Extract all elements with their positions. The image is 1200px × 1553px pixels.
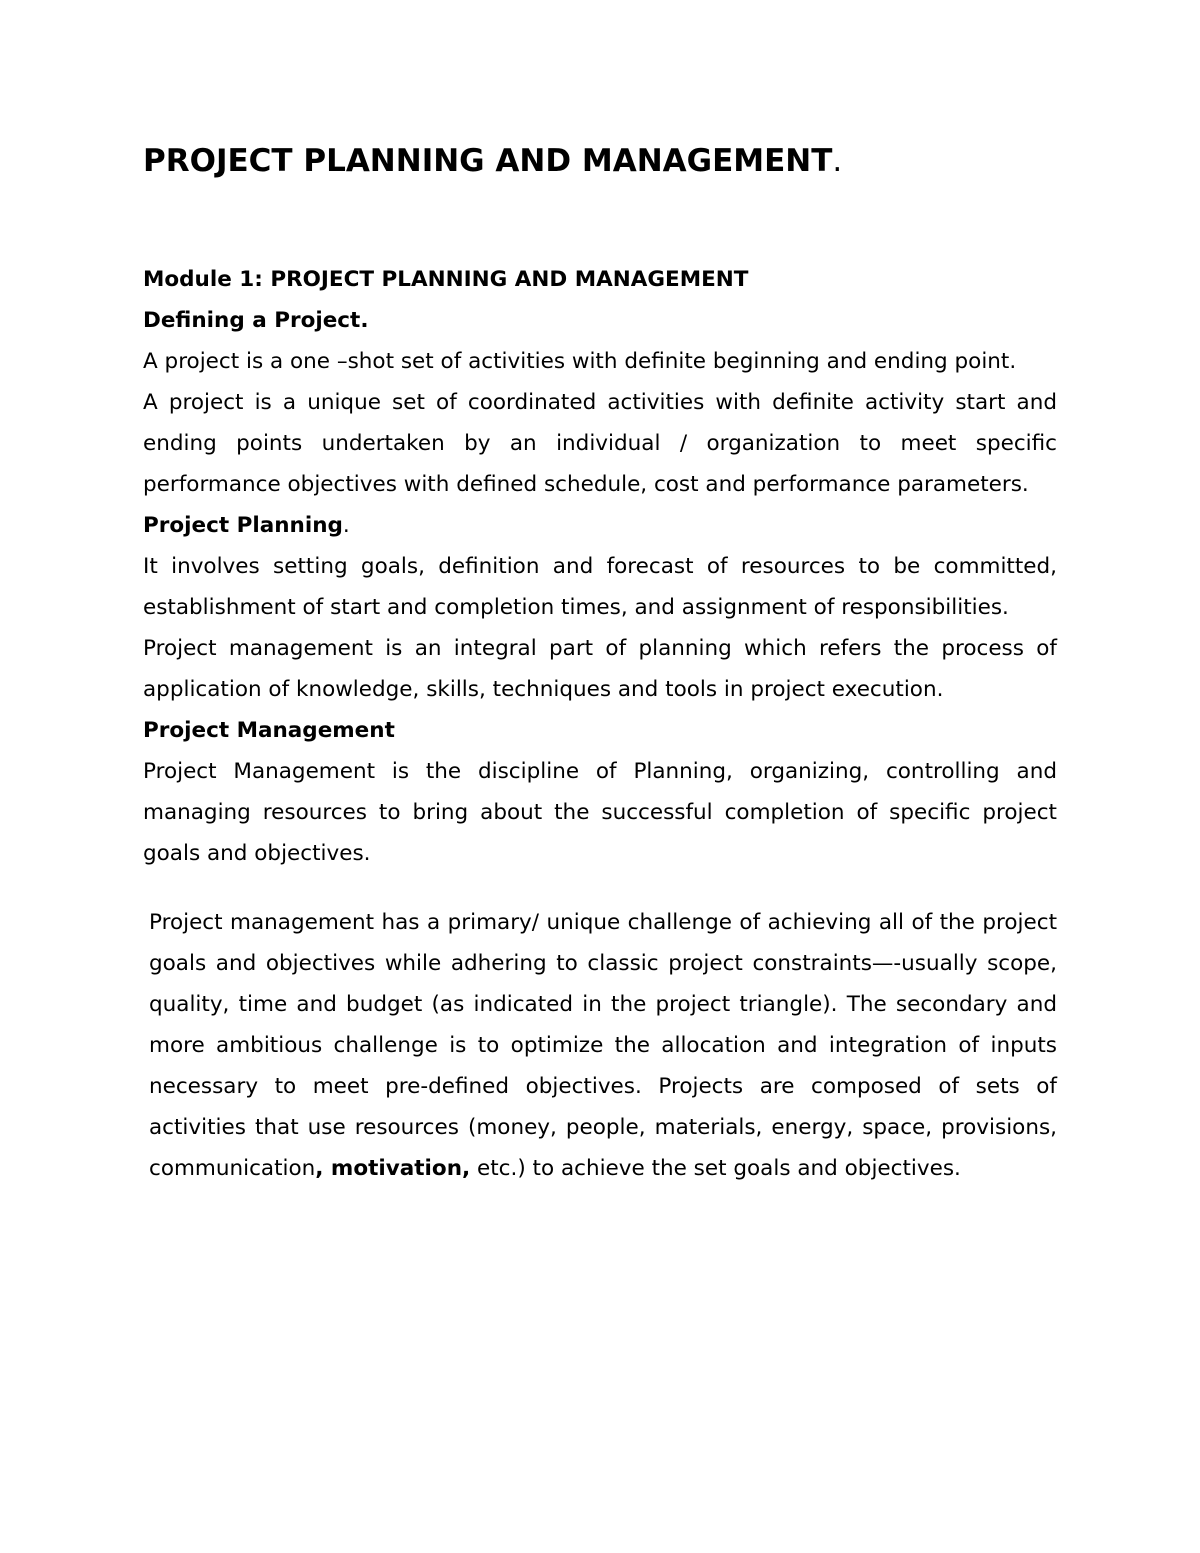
document-title-text: PROJECT PLANNING AND MANAGEMENT bbox=[143, 143, 833, 179]
paragraph-spacer bbox=[143, 874, 1057, 902]
project-planning-heading-text: Project Planning bbox=[143, 513, 343, 538]
document-title bbox=[143, 141, 842, 181]
motivation-emphasis: , motivation, bbox=[315, 1156, 471, 1181]
project-planning-heading-period: . bbox=[342, 513, 350, 538]
project-planning-heading bbox=[143, 505, 1057, 546]
module-heading: Module 1: PROJECT PLANNING AND MANAGEMENT bbox=[143, 267, 749, 292]
project-management-paragraph-2 bbox=[143, 902, 1057, 1189]
project-planning-paragraph-2: Project management is an integral part of planning which refers the process of application of knowledge, skills, techniques and tools in project execution. bbox=[143, 636, 1057, 702]
project-management-paragraph-2-text: Project management has a primary/ unique challenge of achieving all of the project goals and objectives while adhering to classic project constraints—-usually scope, quality, time and budget (as indicated in the project triangle). The secondary and more ambitious challenge is to optimize the allocation and integration of inputs necessary to meet pre-defined objectives. Projects are composed of sets of activities that use resources (money, people, materials, energy, space, provisions, communication bbox=[149, 910, 1057, 1181]
project-planning-paragraph-1: It involves setting goals, definition and forecast of resources to be committed, establishment of start and completion times, and assignment of responsibilities. bbox=[143, 554, 1057, 620]
project-management-paragraph-2-end: etc.) to achieve the set goals and objectives. bbox=[470, 1156, 961, 1181]
document-body bbox=[143, 259, 1057, 1189]
project-management-paragraph-1: Project Management is the discipline of Planning, organizing, controlling and managing resources to bring about the successful completion of specific project goals and objectives. bbox=[143, 759, 1057, 866]
defining-project-paragraph-1: A project is a one –shot set of activities with definite beginning and ending point. bbox=[143, 349, 1017, 374]
defining-project-paragraph-2: A project is a unique set of coordinated activities with definite activity start and ending points undertaken by an individual / organization to meet specific performance objectives with defined schedule, cost and performance parameters. bbox=[143, 390, 1057, 497]
project-management-heading: Project Management bbox=[143, 718, 395, 743]
defining-project-heading: Defining a Project. bbox=[143, 308, 369, 333]
document-title-period: . bbox=[832, 143, 843, 179]
